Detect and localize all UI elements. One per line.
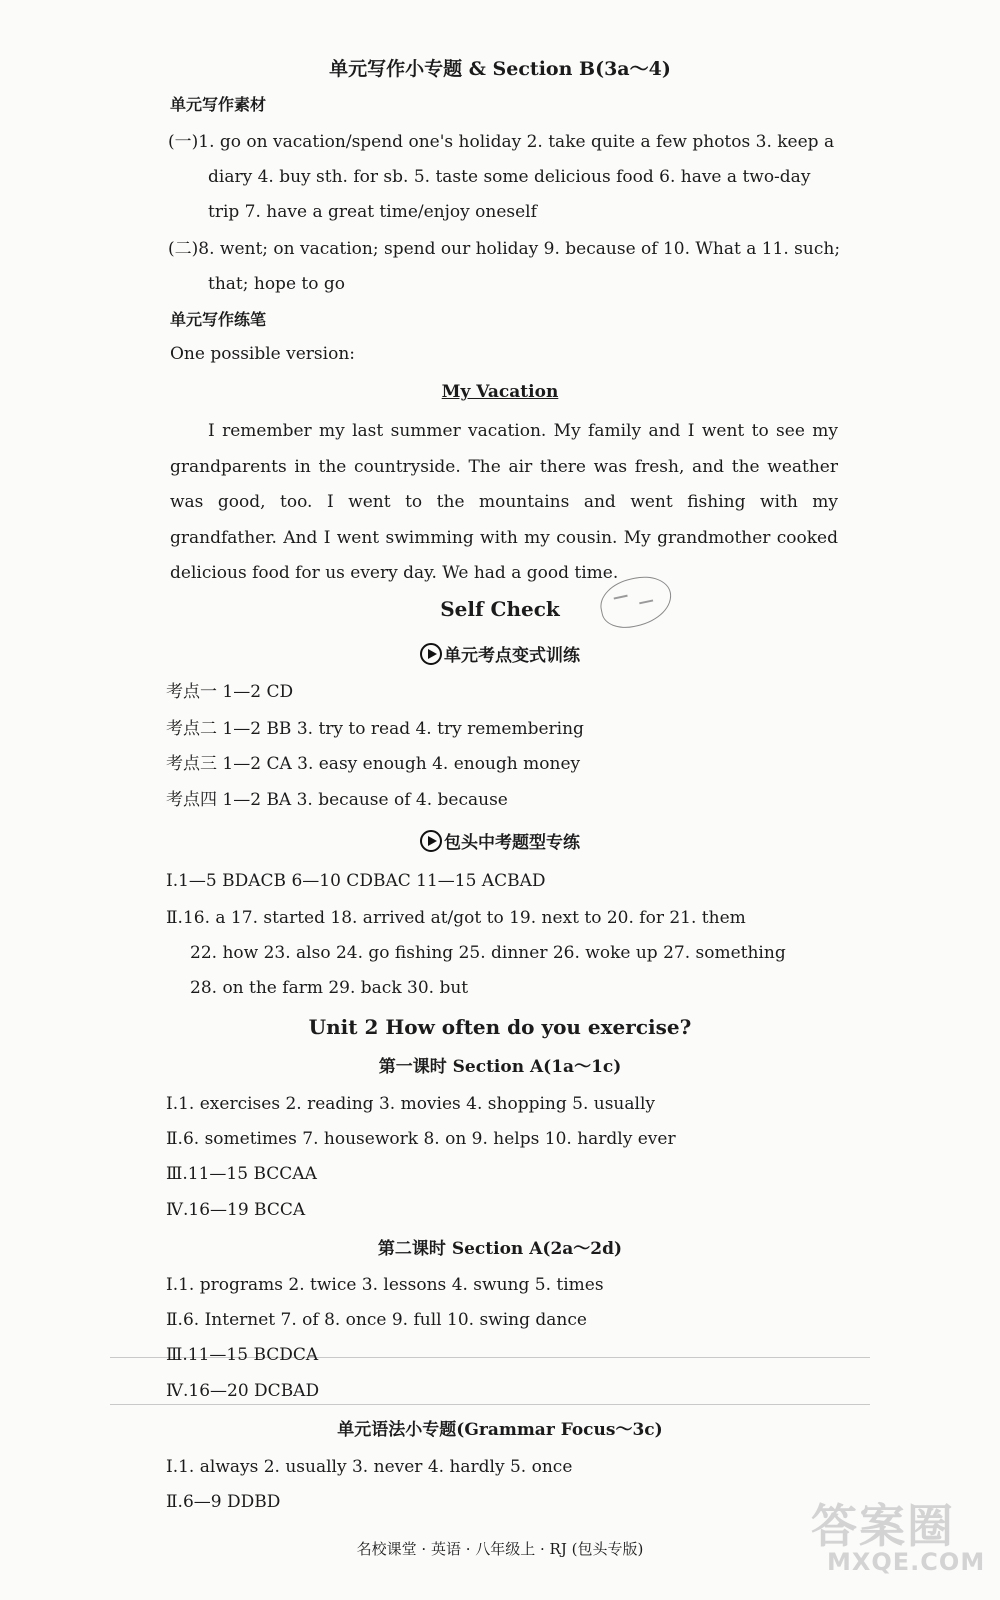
unit-title: Unit 2 How often do you exercise?	[308, 1015, 692, 1039]
lesson-2-line-3: Ⅲ.11—15 BCDCA	[166, 1345, 319, 1365]
essay-title: My Vacation	[441, 382, 559, 402]
practice-line-4: 28. on the farm 29. back 30. but	[190, 978, 469, 998]
grammar-line-2: Ⅱ.6—9 DDBD	[166, 1492, 281, 1512]
lesson-1-line-4: Ⅳ.16—19 BCCA	[166, 1200, 306, 1220]
lesson-1-title: 第一课时 Section A(1a～1c)	[378, 1057, 622, 1077]
possible-version-label: One possible version:	[170, 344, 355, 364]
grammar-line-1: Ⅰ.1. always 2. usually 3. never 4. hardly 5. once	[166, 1457, 573, 1477]
material-line-3: trip 7. have a great time/enjoy oneself	[208, 202, 537, 222]
subheading-baotou-practice-label: 包头中考题型专练	[444, 833, 580, 853]
practice-line-1: Ⅰ.1—5 BDACB 6—10 CDBAC 11—15 ACBAD	[166, 871, 546, 891]
practice-line-3: 22. how 23. also 24. go fishing 25. dinner 26. woke up 27. something	[190, 943, 786, 963]
self-check-title: Self Check	[440, 597, 560, 621]
material-line-2: diary 4. buy sth. for sb. 5. taste some delicious food 6. have a two-day	[208, 167, 811, 187]
watermark-top-text: 答案圈	[811, 1499, 955, 1553]
exam-point-3: 考点三 1—2 CA 3. easy enough 4. enough money	[166, 754, 581, 774]
essay-body: I remember my last summer vacation. My family and I went to see my grandparents in the countryside. The air there was fresh, and the weather was good, too. I went to the mountains and went fishing with my grandfather. And I went swimming with my cousin. My grandmother cooked delicious food for us every day. We had a good time.	[170, 421, 838, 583]
exam-point-4: 考点四 1—2 BA 3. because of 4. because	[166, 790, 508, 810]
material-heading: 单元写作素材	[170, 95, 267, 114]
lesson-2-line-2: Ⅱ.6. Internet 7. of 8. once 9. full 10. swing dance	[166, 1310, 587, 1330]
divider	[110, 1404, 870, 1405]
page-footer: 名校课堂 · 英语 · 八年级上 · RJ (包头专版)	[356, 1540, 644, 1558]
lesson-1-line-2: Ⅱ.6. sometimes 7. housework 8. on 9. helps 10. hardly ever	[166, 1129, 676, 1149]
practice-line-2: Ⅱ.16. a 17. started 18. arrived at/got to 19. next to 20. for 21. them	[166, 908, 746, 928]
watermark-bottom-text: MXQE.COM	[827, 1548, 986, 1576]
material-line-4: (二)8. went; on vacation; spend our holiday 9. because of 10. What a 11. such;	[168, 239, 841, 259]
arrow-circle-icon	[420, 830, 442, 852]
exam-point-1: 考点一 1—2 CD	[166, 682, 294, 702]
lesson-2-line-1: Ⅰ.1. programs 2. twice 3. lessons 4. swung 5. times	[166, 1275, 604, 1295]
subheading-exam-points-label: 单元考点变式训练	[444, 646, 580, 666]
subheading-baotou-practice	[0, 830, 1000, 854]
section-title-writing: 单元写作小专题 & Section B(3a～4)	[329, 58, 671, 80]
arrow-circle-icon	[420, 643, 442, 665]
lesson-1-line-3: Ⅲ.11—15 BCCAA	[166, 1164, 317, 1184]
exam-point-2: 考点二 1—2 BB 3. try to read 4. try remembering	[166, 719, 584, 739]
lesson-2-title: 第二课时 Section A(2a～2d)	[377, 1239, 623, 1259]
material-line-5: that; hope to go	[208, 274, 345, 294]
lesson-1-line-1: Ⅰ.1. exercises 2. reading 3. movies 4. shopping 5. usually	[166, 1094, 655, 1114]
material-line-1: (一)1. go on vacation/spend one's holiday 2. take quite a few photos 3. keep a	[168, 132, 835, 152]
lesson-2-line-4: Ⅳ.16—20 DCBAD	[166, 1381, 320, 1401]
practice-heading: 单元写作练笔	[170, 310, 267, 329]
subheading-exam-points	[0, 643, 1000, 667]
grammar-title: 单元语法小专题(Grammar Focus～3c)	[337, 1420, 663, 1440]
